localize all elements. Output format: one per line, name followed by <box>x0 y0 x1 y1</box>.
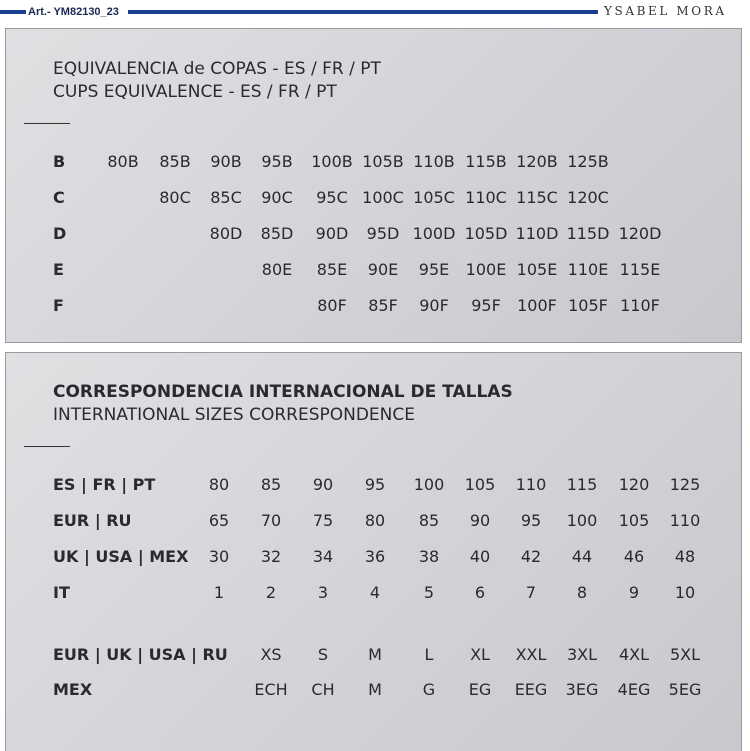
table-cell: 95F <box>471 296 501 315</box>
table-cell: 85 <box>260 475 282 494</box>
row-label: UK | USA | MEX <box>53 547 189 566</box>
table-cell: 105 <box>618 511 650 530</box>
table-cell: 34 <box>312 547 334 566</box>
sizes-divider <box>24 446 70 447</box>
table-cell: XL <box>470 645 490 664</box>
table-cell: L <box>424 645 434 664</box>
table-cell: 100E <box>465 260 507 279</box>
table-cell: 85C <box>210 188 242 207</box>
table-cell: CH <box>311 680 335 699</box>
table-cell: 90C <box>261 188 293 207</box>
table-cell: 95C <box>316 188 348 207</box>
table-cell: 70 <box>260 511 282 530</box>
table-cell: 115B <box>465 152 507 171</box>
table-cell: 100F <box>517 296 557 315</box>
table-cell: 4 <box>369 583 381 602</box>
table-cell: 95 <box>520 511 542 530</box>
table-cell: 46 <box>623 547 645 566</box>
table-cell: 85 <box>418 511 440 530</box>
table-cell: 4XL <box>618 645 650 664</box>
table-cell: 6 <box>474 583 486 602</box>
table-cell: 42 <box>520 547 542 566</box>
table-cell: 110 <box>669 511 701 530</box>
table-cell: EG <box>468 680 492 699</box>
table-cell: 110 <box>515 475 547 494</box>
table-cell: 105 <box>464 475 496 494</box>
row-label: ES | FR | PT <box>53 475 156 494</box>
table-cell: 120D <box>618 224 662 243</box>
table-cell: 105D <box>464 224 508 243</box>
table-cell: S <box>317 645 329 664</box>
table-cell: 80D <box>209 224 243 243</box>
header-stripe-center <box>128 10 598 14</box>
table-cell: 32 <box>260 547 282 566</box>
row-label: E <box>53 260 64 279</box>
table-cell: 80C <box>159 188 191 207</box>
table-cell: 100C <box>362 188 404 207</box>
top-bar <box>0 0 750 20</box>
table-cell: EEG <box>514 680 548 699</box>
cups-subtitle: CUPS EQUIVALENCE - ES / FR / PT <box>53 82 337 102</box>
table-cell: 100B <box>311 152 353 171</box>
table-cell: 4EG <box>617 680 651 699</box>
table-cell: 115C <box>516 188 558 207</box>
table-cell: 2 <box>265 583 277 602</box>
table-cell: 75 <box>312 511 334 530</box>
table-cell: 85B <box>159 152 191 171</box>
table-cell: 95E <box>418 260 450 279</box>
table-cell: 65 <box>208 511 230 530</box>
table-cell: 120 <box>618 475 650 494</box>
table-cell: 100D <box>412 224 456 243</box>
table-cell: 38 <box>418 547 440 566</box>
table-cell: 120C <box>567 188 609 207</box>
table-cell: 105F <box>568 296 608 315</box>
row-label: C <box>53 188 65 207</box>
table-cell: 90 <box>469 511 491 530</box>
table-cell: 105B <box>362 152 404 171</box>
table-cell: ECH <box>254 680 288 699</box>
table-cell: 90D <box>315 224 349 243</box>
table-cell: 110B <box>413 152 455 171</box>
table-cell: 115E <box>619 260 661 279</box>
table-cell: 80F <box>317 296 347 315</box>
table-cell: 90E <box>367 260 399 279</box>
table-cell: 110E <box>567 260 609 279</box>
table-cell: 5 <box>423 583 435 602</box>
table-cell: 105E <box>516 260 558 279</box>
table-cell: 105C <box>413 188 455 207</box>
table-cell: 110D <box>515 224 559 243</box>
row-label: F <box>53 296 64 315</box>
table-cell: M <box>368 680 382 699</box>
sizes-subtitle: INTERNATIONAL SIZES CORRESPONDENCE <box>53 405 415 425</box>
table-cell: 110F <box>620 296 660 315</box>
table-cell: 9 <box>628 583 640 602</box>
cups-divider <box>24 123 70 124</box>
table-cell: 3XL <box>566 645 598 664</box>
row-label: B <box>53 152 66 171</box>
table-cell: 5XL <box>669 645 701 664</box>
table-cell: 125B <box>567 152 609 171</box>
table-cell: 40 <box>469 547 491 566</box>
table-cell: 3EG <box>565 680 599 699</box>
table-cell: 85D <box>260 224 294 243</box>
table-cell: 100 <box>566 511 598 530</box>
row-label: MEX <box>53 680 93 699</box>
table-cell: 36 <box>364 547 386 566</box>
table-cell: 1 <box>213 583 225 602</box>
table-cell: 8 <box>576 583 588 602</box>
table-cell: 120B <box>516 152 558 171</box>
table-cell: 80 <box>364 511 386 530</box>
table-cell: 90F <box>419 296 449 315</box>
table-cell: 95D <box>366 224 400 243</box>
table-cell: M <box>368 645 382 664</box>
table-cell: XS <box>260 645 282 664</box>
article-code: Art.- YM82130_23 <box>28 6 119 18</box>
table-cell: 95B <box>261 152 293 171</box>
table-cell: 85E <box>316 260 348 279</box>
table-cell: 80E <box>261 260 293 279</box>
table-cell: 90 <box>312 475 334 494</box>
table-cell: 80B <box>107 152 139 171</box>
table-cell: 3 <box>317 583 329 602</box>
table-cell: 10 <box>674 583 696 602</box>
table-cell: 115D <box>566 224 610 243</box>
table-cell: 95 <box>364 475 386 494</box>
brand-name: YSABEL MORA <box>604 4 727 18</box>
sizes-correspondence-panel <box>5 352 742 751</box>
cups-title: EQUIVALENCIA de COPAS - ES / FR / PT <box>53 59 381 79</box>
table-cell: 85F <box>368 296 398 315</box>
table-cell: 7 <box>525 583 537 602</box>
row-label: D <box>53 224 67 243</box>
table-cell: G <box>422 680 436 699</box>
table-cell: 90B <box>210 152 242 171</box>
header-stripe-left <box>0 10 26 14</box>
row-label: EUR | RU <box>53 511 132 530</box>
table-cell: 110C <box>465 188 507 207</box>
sizes-title: CORRESPONDENCIA INTERNACIONAL DE TALLAS <box>53 382 513 402</box>
cups-equivalence-panel <box>5 28 742 343</box>
table-cell: XXL <box>515 645 547 664</box>
row-label: EUR | UK | USA | RU <box>53 645 228 664</box>
table-cell: 44 <box>571 547 593 566</box>
table-cell: 48 <box>674 547 696 566</box>
table-cell: 80 <box>208 475 230 494</box>
table-cell: 5EG <box>668 680 702 699</box>
table-cell: 30 <box>208 547 230 566</box>
table-cell: 125 <box>669 475 701 494</box>
table-cell: 115 <box>566 475 598 494</box>
table-cell: 100 <box>413 475 445 494</box>
row-label: IT <box>53 583 70 602</box>
